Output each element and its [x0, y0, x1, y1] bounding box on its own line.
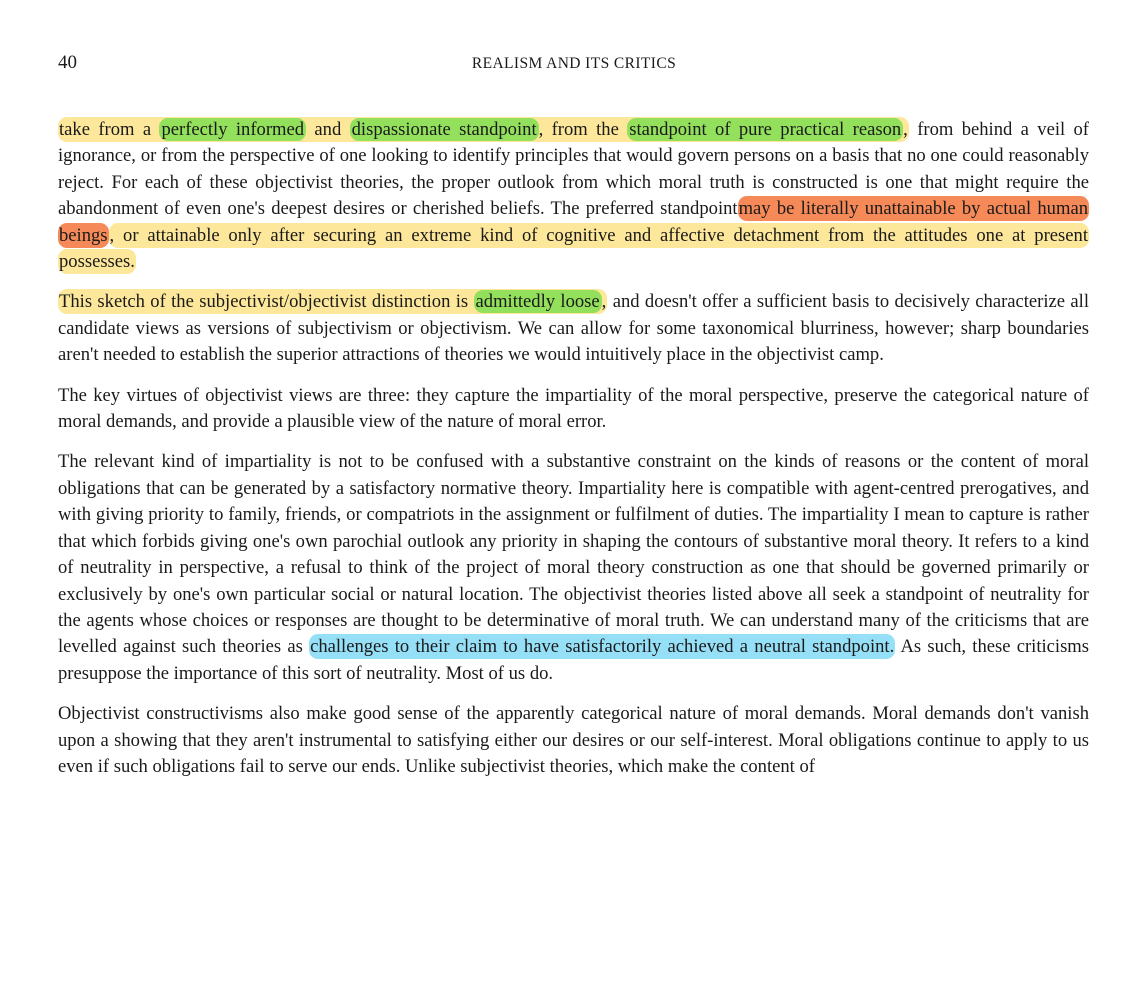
paragraph-text: and doesn't offer a sufficient basis to decisively characterize all candidate views as versions of subjectivism or objectivism. We can allow for some taxonomical blurriness, however; sharp boundaries aren't needed to establish the superior attractions of theories we would intuitively place in the objectivist camp. — [58, 291, 1089, 366]
paragraph-text: As such, these criticisms presuppose the importance of this sort of neutrality. Most of us do. — [58, 636, 1090, 684]
paragraph-text: Objectivist constructivisms also make good sense of the apparently categorical nature of moral demands. Moral demands don't vanish upon a showing that they aren't instrumental to satisfying either our desires or our self-interest. Moral obligations continue to apply to us even if such obligations fail to serve our ends. Unlike subjectivist theories, which make the content of — [58, 703, 1089, 777]
paragraph-text: from behind a veil of ignorance, or from the perspective of one looking to identify principles that would govern persons on a basis that no one could reasonably reject. For each of these objectivist theories, the proper outlook from which moral truth is constructed is one that might require the abandonment of even one's deepest desires or cherished beliefs. The preferred standpoint — [58, 119, 1089, 220]
highlight-yellow: This sketch of the subjectivist/objectivist distinction is admittedly loose , — [59, 291, 607, 313]
body-text — [58, 117, 1089, 794]
highlight-yellow: take from a perfectly informed and dispassionate standpoint , from the standpoint of pure practical reason , — [59, 119, 908, 140]
paragraph-4 — [58, 449, 1089, 687]
highlight-green: standpoint of pure practical reason — [629, 119, 902, 140]
running-title: REALISM AND ITS CRITICS — [471, 55, 677, 72]
highlight-green: admittedly loose — [475, 291, 600, 313]
paragraph-text: The relevant kind of impartiality is not to be confused with a substantive constraint on the kinds of reasons or the content of moral obligations that can be generated by a satisfactory normative theory. Impartiality here is compatible with agent-centred prerogatives, and with giving priority to family, friends, or compatriots in the assignment or fulfilment of duties. The impartiality I mean to capture is rather that which forbids giving one's own parochial outlook any priority in shaping the contours of substantive moral theory. It refers to a kind of neutrality in perspective, a refusal to think of the project of moral theory construction as one that should be governed primarily or exclusively by one's own particular social or natural location. The objectivist theories listed above all seek a standpoint of neutrality for the agents whose choices or responses are thought to be determinative of moral truth. We can understand many of the criticisms that are levelled against such theories as — [58, 451, 1089, 658]
paragraph-text: The key virtues of objectivist views are three: they capture the impartiality of the moral perspective, preserve the categorical nature of moral demands, and provide a plausible view of the nature of moral error. — [58, 384, 1089, 433]
page-number: 40 — [58, 52, 77, 73]
highlight-yellow: , or attainable only after securing an extreme kind of cognitive and affective detachment from the attitudes one at present possesses. — [59, 224, 1088, 273]
highlight-blue: challenges to their claim to have satisfactorily achieved a neutral standpoint. — [310, 636, 895, 658]
highlight-green: perfectly informed — [161, 119, 305, 140]
highlight-orange: may be literally unattainable by actual human beings — [59, 198, 1088, 246]
paragraph-5 — [58, 701, 1089, 780]
paragraph-2 — [58, 289, 1089, 368]
paragraph-3 — [58, 383, 1089, 436]
highlight-green: dispassionate standpoint — [351, 119, 537, 140]
page-header — [58, 52, 1090, 80]
paragraph-1 — [58, 117, 1089, 275]
